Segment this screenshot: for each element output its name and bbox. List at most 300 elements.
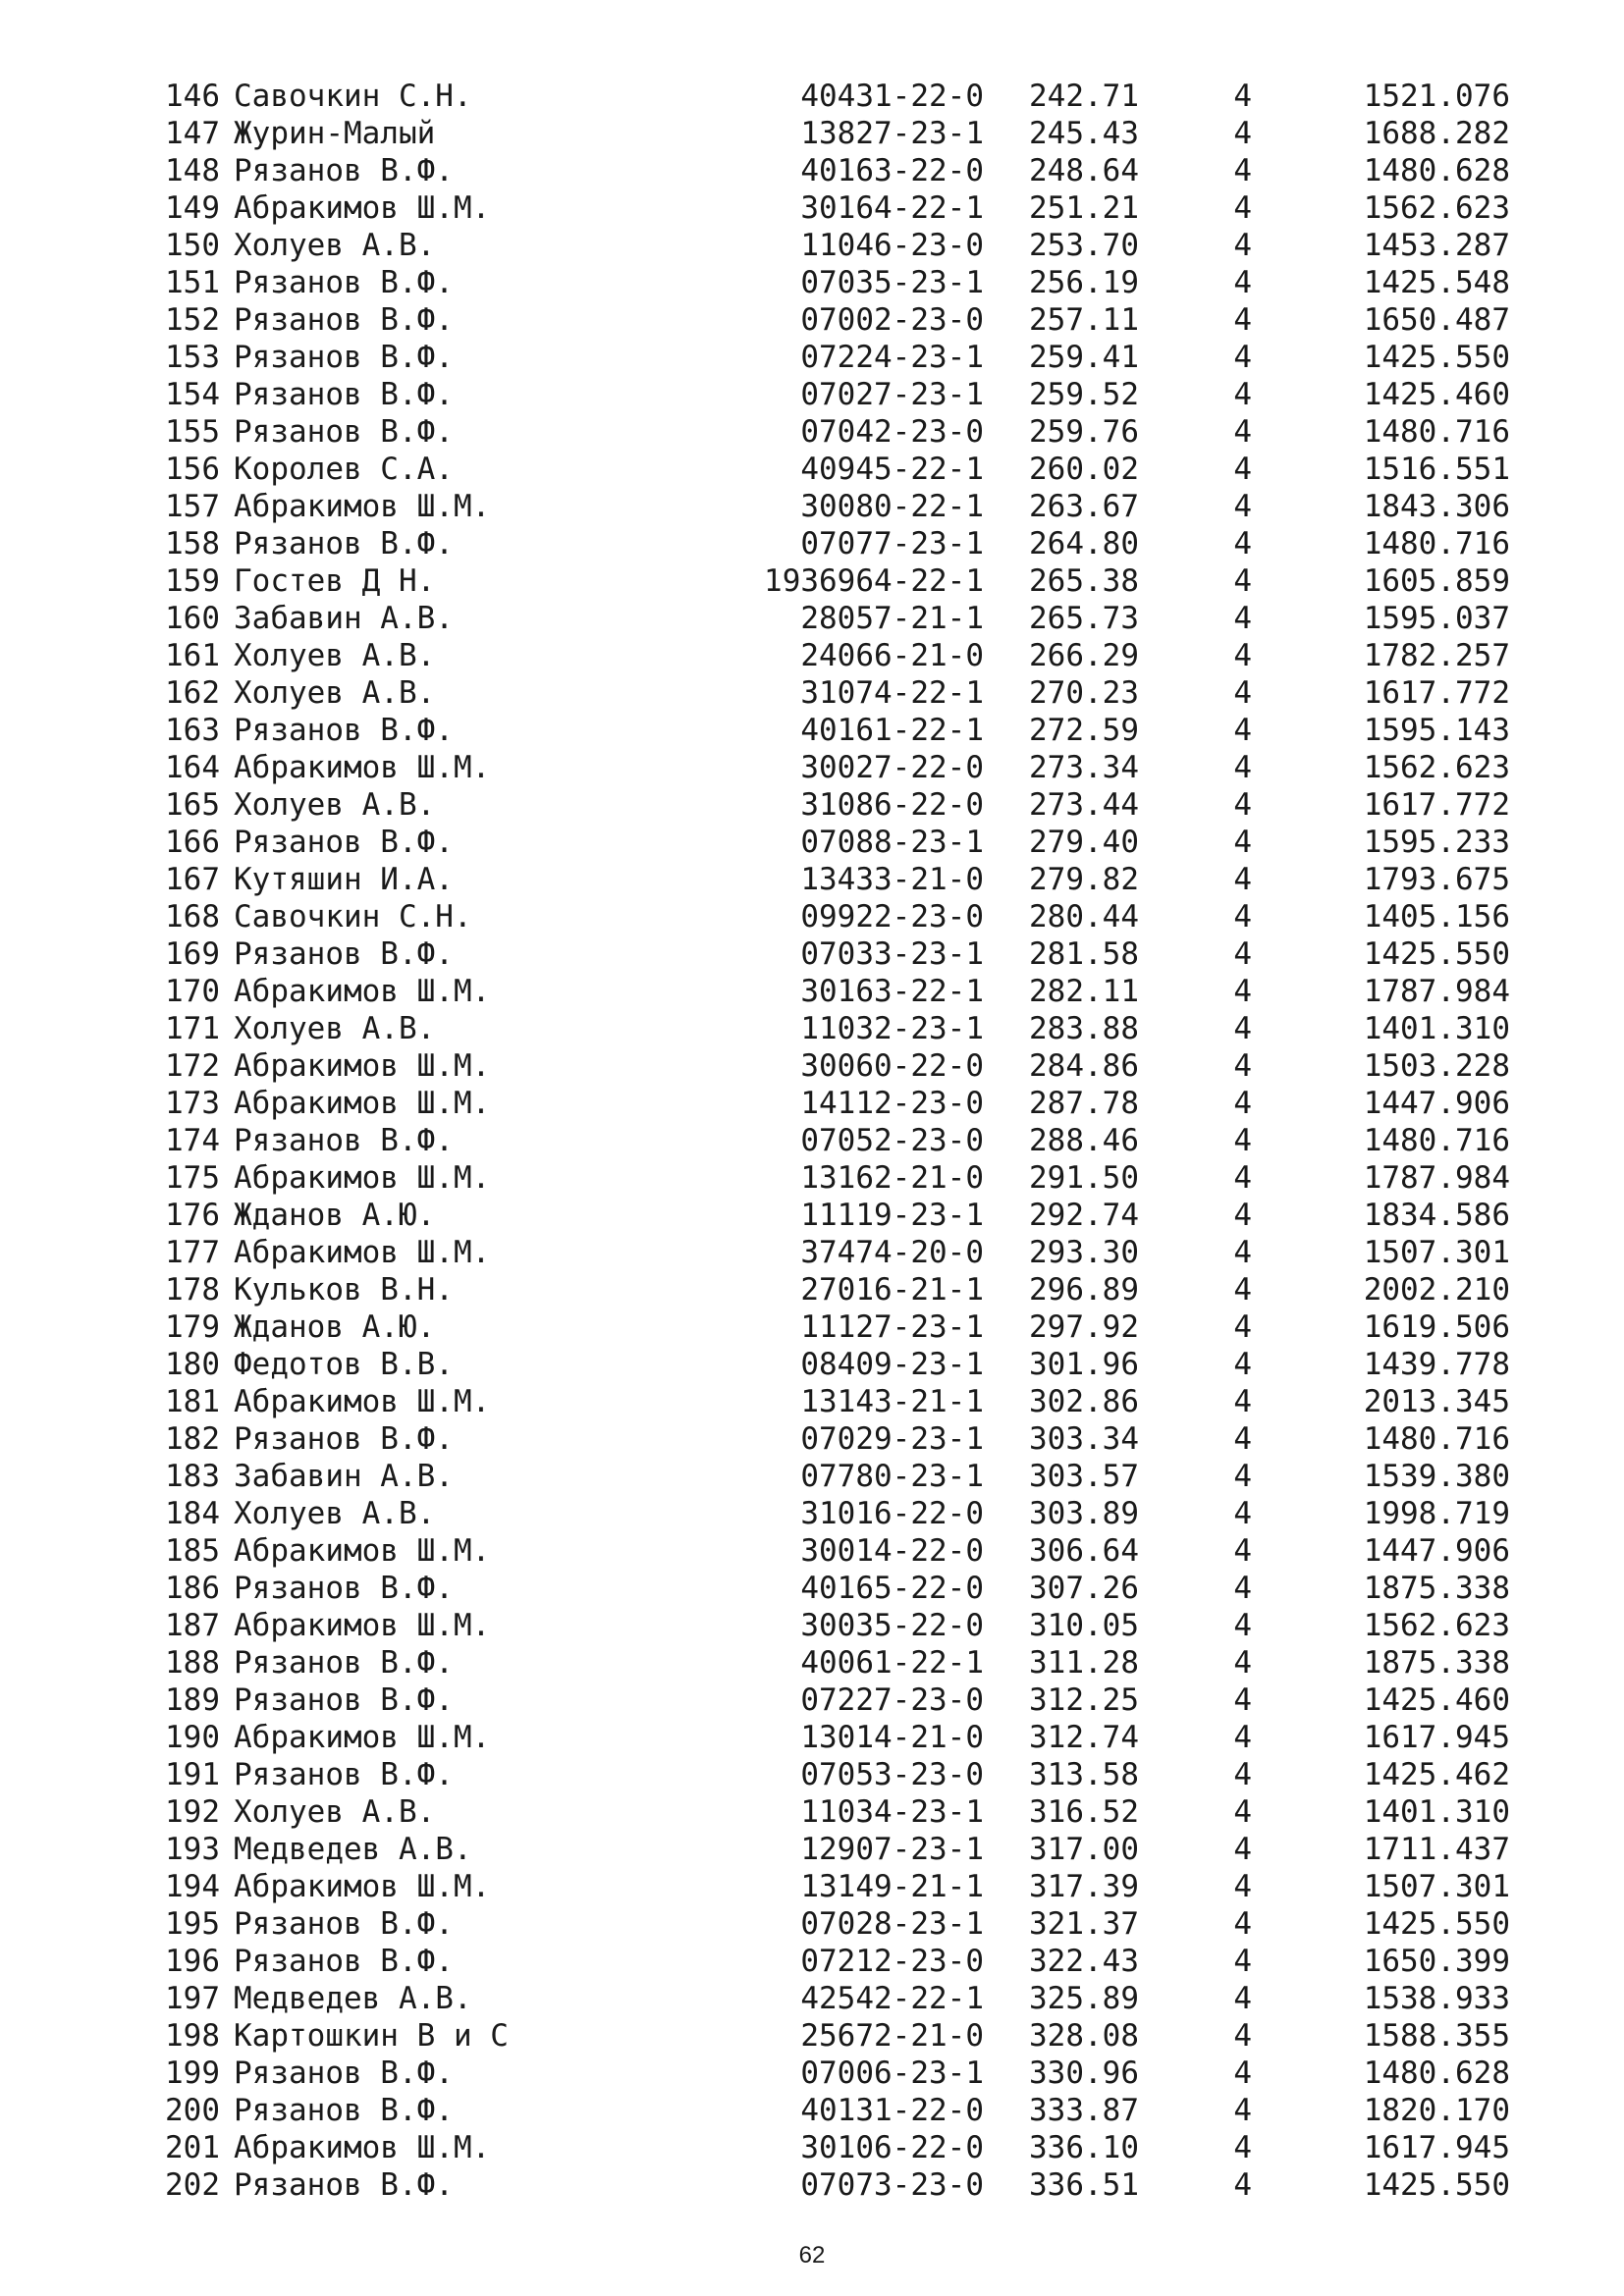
owner-name: Абракимов Ш.М. <box>234 1384 491 1419</box>
amount: 1516.551 <box>1363 452 1510 487</box>
owner-name: Рязанов В.Ф. <box>234 1944 454 1979</box>
owner-name: Рязанов В.Ф. <box>234 1645 454 1681</box>
table-row <box>155 1719 1510 1756</box>
owner-name: Холуев А.В. <box>234 1496 436 1531</box>
value: 303.34 <box>1029 1421 1139 1457</box>
owner-name: Абракимов Ш.М. <box>234 1869 491 1904</box>
record-code: 27016-21-1 <box>800 1272 984 1308</box>
owner-name: Савочкин С.Н. <box>234 79 472 114</box>
value: 260.02 <box>1029 452 1139 487</box>
record-code: 31074-22-1 <box>800 675 984 711</box>
amount: 1617.945 <box>1363 2130 1510 2165</box>
value: 279.82 <box>1029 862 1139 897</box>
owner-name: Рязанов В.Ф. <box>234 2167 454 2203</box>
owner-name: Королев С.А. <box>234 452 454 487</box>
owner-name: Кульков В.Н. <box>234 1272 454 1308</box>
count: 4 <box>1233 1571 1252 1606</box>
record-code: 07042-23-0 <box>800 414 984 450</box>
owner-name: Савочкин С.Н. <box>234 899 472 934</box>
value: 293.30 <box>1029 1235 1139 1270</box>
amount: 1480.716 <box>1363 526 1510 561</box>
record-code: 07227-23-0 <box>800 1682 984 1718</box>
record-code: 11046-23-0 <box>800 228 984 263</box>
count: 4 <box>1233 750 1252 785</box>
amount: 1782.257 <box>1363 638 1510 673</box>
record-code: 14112-23-0 <box>800 1086 984 1121</box>
count: 4 <box>1233 899 1252 934</box>
amount: 1507.301 <box>1363 1869 1510 1904</box>
row-number: 159 <box>165 563 220 599</box>
record-code: 07033-23-1 <box>800 936 984 972</box>
amount: 1447.906 <box>1363 1533 1510 1569</box>
count: 4 <box>1233 377 1252 412</box>
owner-name: Рязанов В.Ф. <box>234 825 454 860</box>
row-number: 174 <box>165 1123 220 1158</box>
row-number: 148 <box>165 153 220 188</box>
table-row <box>155 935 1510 973</box>
table-row <box>155 488 1510 525</box>
value: 280.44 <box>1029 899 1139 934</box>
value: 302.86 <box>1029 1384 1139 1419</box>
amount: 1521.076 <box>1363 79 1510 114</box>
value: 317.39 <box>1029 1869 1139 1904</box>
count: 4 <box>1233 936 1252 972</box>
count: 4 <box>1233 153 1252 188</box>
amount: 1405.156 <box>1363 899 1510 934</box>
row-number: 191 <box>165 1757 220 1792</box>
count: 4 <box>1233 1384 1252 1419</box>
row-number: 194 <box>165 1869 220 1904</box>
owner-name: Абракимов Ш.М. <box>234 1086 491 1121</box>
value: 296.89 <box>1029 1272 1139 1308</box>
row-number: 151 <box>165 265 220 300</box>
amount: 1480.716 <box>1363 1421 1510 1457</box>
owner-name: Холуев А.В. <box>234 638 436 673</box>
record-code: 30014-22-0 <box>800 1533 984 1569</box>
row-number: 170 <box>165 974 220 1009</box>
row-number: 199 <box>165 2056 220 2091</box>
table-row <box>155 1532 1510 1570</box>
owner-name: Жданов А.Ю. <box>234 1309 436 1345</box>
amount: 1425.460 <box>1363 377 1510 412</box>
value: 301.96 <box>1029 1347 1139 1382</box>
record-code: 40431-22-0 <box>800 79 984 114</box>
owner-name: Абракимов Ш.М. <box>234 190 491 226</box>
row-number: 160 <box>165 601 220 636</box>
amount: 1617.772 <box>1363 787 1510 823</box>
row-number: 149 <box>165 190 220 226</box>
record-code: 25672-21-0 <box>800 2018 984 2054</box>
row-number: 146 <box>165 79 220 114</box>
count: 4 <box>1233 2130 1252 2165</box>
count: 4 <box>1233 1048 1252 1084</box>
table-row <box>155 2166 1510 2204</box>
record-code: 07052-23-0 <box>800 1123 984 1158</box>
table-row <box>155 1607 1510 1644</box>
table-row <box>155 1085 1510 1122</box>
table-row <box>155 227 1510 264</box>
record-code: 07088-23-1 <box>800 825 984 860</box>
value: 273.44 <box>1029 787 1139 823</box>
row-number: 175 <box>165 1160 220 1196</box>
owner-name: Рязанов В.Ф. <box>234 526 454 561</box>
table-row <box>155 2129 1510 2166</box>
record-code: 1936964-22-1 <box>764 563 984 599</box>
value: 312.74 <box>1029 1720 1139 1755</box>
table-row <box>155 339 1510 376</box>
value: 263.67 <box>1029 489 1139 524</box>
count: 4 <box>1233 1906 1252 1942</box>
count: 4 <box>1233 1944 1252 1979</box>
count: 4 <box>1233 489 1252 524</box>
count: 4 <box>1233 526 1252 561</box>
record-code: 40161-22-1 <box>800 713 984 748</box>
row-number: 153 <box>165 340 220 375</box>
record-code: 40061-22-1 <box>800 1645 984 1681</box>
count: 4 <box>1233 1794 1252 1830</box>
owner-name: Рязанов В.Ф. <box>234 340 454 375</box>
amount: 1650.399 <box>1363 1944 1510 1979</box>
record-code: 07027-23-1 <box>800 377 984 412</box>
table-row <box>155 1420 1510 1458</box>
value: 333.87 <box>1029 2093 1139 2128</box>
count: 4 <box>1233 302 1252 338</box>
count: 4 <box>1233 2056 1252 2091</box>
amount: 1650.487 <box>1363 302 1510 338</box>
value: 303.57 <box>1029 1459 1139 1494</box>
row-number: 202 <box>165 2167 220 2203</box>
amount: 1875.338 <box>1363 1571 1510 1606</box>
table-row <box>155 376 1510 413</box>
table-row <box>155 1383 1510 1420</box>
amount: 1507.301 <box>1363 1235 1510 1270</box>
record-code: 11127-23-1 <box>800 1309 984 1345</box>
table-row <box>155 1159 1510 1197</box>
row-number: 184 <box>165 1496 220 1531</box>
amount: 1998.719 <box>1363 1496 1510 1531</box>
value: 266.29 <box>1029 638 1139 673</box>
record-code: 07028-23-1 <box>800 1906 984 1942</box>
owner-name: Рязанов В.Ф. <box>234 1906 454 1942</box>
value: 291.50 <box>1029 1160 1139 1196</box>
record-code: 07224-23-1 <box>800 340 984 375</box>
amount: 1595.233 <box>1363 825 1510 860</box>
count: 4 <box>1233 825 1252 860</box>
amount: 1425.550 <box>1363 936 1510 972</box>
table-row <box>155 525 1510 562</box>
owner-name: Медведев А.В. <box>234 1981 472 2016</box>
value: 297.92 <box>1029 1309 1139 1345</box>
value: 316.52 <box>1029 1794 1139 1830</box>
row-number: 188 <box>165 1645 220 1681</box>
record-code: 08409-23-1 <box>800 1347 984 1382</box>
value: 259.76 <box>1029 414 1139 450</box>
value: 287.78 <box>1029 1086 1139 1121</box>
value: 306.64 <box>1029 1533 1139 1569</box>
amount: 1688.282 <box>1363 116 1510 151</box>
record-code: 13014-21-0 <box>800 1720 984 1755</box>
record-code: 13149-21-1 <box>800 1869 984 1904</box>
record-code: 31016-22-0 <box>800 1496 984 1531</box>
table-row <box>155 1308 1510 1346</box>
record-code: 07006-23-1 <box>800 2056 984 2091</box>
row-number: 162 <box>165 675 220 711</box>
owner-name: Абракимов Ш.М. <box>234 1160 491 1196</box>
amount: 1401.310 <box>1363 1011 1510 1046</box>
record-code: 07212-23-0 <box>800 1944 984 1979</box>
table-row <box>155 637 1510 674</box>
record-code: 07780-23-1 <box>800 1459 984 1494</box>
owner-name: Абракимов Ш.М. <box>234 750 491 785</box>
owner-name: Холуев А.В. <box>234 675 436 711</box>
value: 259.41 <box>1029 340 1139 375</box>
value: 245.43 <box>1029 116 1139 151</box>
amount: 1787.984 <box>1363 974 1510 1009</box>
count: 4 <box>1233 713 1252 748</box>
record-code: 11119-23-1 <box>800 1198 984 1233</box>
row-number: 178 <box>165 1272 220 1308</box>
row-number: 154 <box>165 377 220 412</box>
amount: 1595.037 <box>1363 601 1510 636</box>
count: 4 <box>1233 1720 1252 1755</box>
record-code: 31086-22-0 <box>800 787 984 823</box>
count: 4 <box>1233 1496 1252 1531</box>
count: 4 <box>1233 79 1252 114</box>
amount: 1538.933 <box>1363 1981 1510 2016</box>
owner-name: Рязанов В.Ф. <box>234 414 454 450</box>
count: 4 <box>1233 116 1252 151</box>
amount: 1595.143 <box>1363 713 1510 748</box>
table-row <box>155 1570 1510 1607</box>
owner-name: Рязанов В.Ф. <box>234 936 454 972</box>
table-row <box>155 1868 1510 1905</box>
record-code: 40165-22-0 <box>800 1571 984 1606</box>
table-row <box>155 1793 1510 1831</box>
amount: 1425.550 <box>1363 340 1510 375</box>
record-code: 30106-22-0 <box>800 2130 984 2165</box>
count: 4 <box>1233 862 1252 897</box>
row-number: 173 <box>165 1086 220 1121</box>
row-number: 169 <box>165 936 220 972</box>
table-row <box>155 562 1510 600</box>
page-number: 62 <box>798 2242 826 2269</box>
value: 311.28 <box>1029 1645 1139 1681</box>
record-code: 07029-23-1 <box>800 1421 984 1457</box>
row-number: 158 <box>165 526 220 561</box>
table-row <box>155 1682 1510 1719</box>
value: 292.74 <box>1029 1198 1139 1233</box>
table-row <box>155 2055 1510 2092</box>
row-number: 157 <box>165 489 220 524</box>
table-row <box>155 1122 1510 1159</box>
amount: 1793.675 <box>1363 862 1510 897</box>
record-code: 07035-23-1 <box>800 265 984 300</box>
row-number: 166 <box>165 825 220 860</box>
count: 4 <box>1233 974 1252 1009</box>
owner-name: Журин-Малый <box>234 116 436 151</box>
row-number: 189 <box>165 1682 220 1718</box>
row-number: 163 <box>165 713 220 748</box>
owner-name: Холуев А.В. <box>234 1794 436 1830</box>
count: 4 <box>1233 1309 1252 1345</box>
amount: 1562.623 <box>1363 750 1510 785</box>
owner-name: Медведев А.В. <box>234 1832 472 1867</box>
amount: 1605.859 <box>1363 563 1510 599</box>
row-number: 185 <box>165 1533 220 1569</box>
table-row <box>155 1047 1510 1085</box>
table-row <box>155 1346 1510 1383</box>
table-row <box>155 1905 1510 1943</box>
owner-name: Забавин А.В. <box>234 1459 454 1494</box>
row-number: 201 <box>165 2130 220 2165</box>
owner-name: Рязанов В.Ф. <box>234 2056 454 2091</box>
amount: 1820.170 <box>1363 2093 1510 2128</box>
amount: 1425.550 <box>1363 2167 1510 2203</box>
owner-name: Абракимов Ш.М. <box>234 489 491 524</box>
amount: 1562.623 <box>1363 190 1510 226</box>
amount: 1425.550 <box>1363 1906 1510 1942</box>
row-number: 147 <box>165 116 220 151</box>
record-code: 07053-23-0 <box>800 1757 984 1792</box>
record-code: 40131-22-0 <box>800 2093 984 2128</box>
owner-name: Рязанов В.Ф. <box>234 2093 454 2128</box>
owner-name: Абракимов Ш.М. <box>234 1235 491 1270</box>
table-row <box>155 1010 1510 1047</box>
record-code: 24066-21-0 <box>800 638 984 673</box>
row-number: 196 <box>165 1944 220 1979</box>
value: 256.19 <box>1029 265 1139 300</box>
owner-name: Холуев А.В. <box>234 787 436 823</box>
count: 4 <box>1233 1123 1252 1158</box>
table-row <box>155 600 1510 637</box>
record-code: 30035-22-0 <box>800 1608 984 1643</box>
count: 4 <box>1233 2093 1252 2128</box>
value: 282.11 <box>1029 974 1139 1009</box>
table-row <box>155 824 1510 861</box>
count: 4 <box>1233 601 1252 636</box>
owner-name: Рязанов В.Ф. <box>234 1571 454 1606</box>
record-code: 37474-20-0 <box>800 1235 984 1270</box>
count: 4 <box>1233 1421 1252 1457</box>
count: 4 <box>1233 1608 1252 1643</box>
owner-name: Абракимов Ш.М. <box>234 1533 491 1569</box>
owner-name: Абракимов Ш.М. <box>234 2130 491 2165</box>
value: 284.86 <box>1029 1048 1139 1084</box>
value: 313.58 <box>1029 1757 1139 1792</box>
owner-name: Рязанов В.Ф. <box>234 1123 454 1158</box>
count: 4 <box>1233 675 1252 711</box>
value: 325.89 <box>1029 1981 1139 2016</box>
amount: 1480.628 <box>1363 2056 1510 2091</box>
record-code: 09922-23-0 <box>800 899 984 934</box>
table-row <box>155 1271 1510 1308</box>
count: 4 <box>1233 1869 1252 1904</box>
record-code: 40945-22-1 <box>800 452 984 487</box>
record-code: 30027-22-0 <box>800 750 984 785</box>
value: 288.46 <box>1029 1123 1139 1158</box>
row-number: 165 <box>165 787 220 823</box>
count: 4 <box>1233 563 1252 599</box>
table-row <box>155 2092 1510 2129</box>
table-row <box>155 861 1510 898</box>
value: 273.34 <box>1029 750 1139 785</box>
value: 317.00 <box>1029 1832 1139 1867</box>
amount: 1562.623 <box>1363 1608 1510 1643</box>
value: 303.89 <box>1029 1496 1139 1531</box>
amount: 1447.906 <box>1363 1086 1510 1121</box>
row-number: 190 <box>165 1720 220 1755</box>
table-row <box>155 264 1510 301</box>
table-row <box>155 712 1510 749</box>
amount: 1453.287 <box>1363 228 1510 263</box>
row-number: 182 <box>165 1421 220 1457</box>
row-number: 183 <box>165 1459 220 1494</box>
value: 336.10 <box>1029 2130 1139 2165</box>
count: 4 <box>1233 1533 1252 1569</box>
row-number: 156 <box>165 452 220 487</box>
amount: 1480.716 <box>1363 1123 1510 1158</box>
value: 312.25 <box>1029 1682 1139 1718</box>
amount: 1875.338 <box>1363 1645 1510 1681</box>
row-number: 186 <box>165 1571 220 1606</box>
owner-name: Гостев Д Н. <box>234 563 436 599</box>
amount: 1711.437 <box>1363 1832 1510 1867</box>
value: 270.23 <box>1029 675 1139 711</box>
amount: 1539.380 <box>1363 1459 1510 1494</box>
amount: 2013.345 <box>1363 1384 1510 1419</box>
value: 251.21 <box>1029 190 1139 226</box>
amount: 1843.306 <box>1363 489 1510 524</box>
row-number: 164 <box>165 750 220 785</box>
owner-name: Рязанов В.Ф. <box>234 377 454 412</box>
owner-name: Рязанов В.Ф. <box>234 1421 454 1457</box>
table-row <box>155 1644 1510 1682</box>
owner-name: Рязанов В.Ф. <box>234 265 454 300</box>
record-code: 11032-23-1 <box>800 1011 984 1046</box>
value: 330.96 <box>1029 2056 1139 2091</box>
row-number: 195 <box>165 1906 220 1942</box>
owner-name: Рязанов В.Ф. <box>234 713 454 748</box>
count: 4 <box>1233 2167 1252 2203</box>
table-row <box>155 2017 1510 2055</box>
value: 281.58 <box>1029 936 1139 972</box>
record-code: 13143-21-1 <box>800 1384 984 1419</box>
count: 4 <box>1233 1198 1252 1233</box>
value: 248.64 <box>1029 153 1139 188</box>
owner-name: Забавин А.В. <box>234 601 454 636</box>
row-number: 150 <box>165 228 220 263</box>
value: 257.11 <box>1029 302 1139 338</box>
value: 279.40 <box>1029 825 1139 860</box>
row-number: 180 <box>165 1347 220 1382</box>
record-code: 13827-23-1 <box>800 116 984 151</box>
count: 4 <box>1233 1235 1252 1270</box>
count: 4 <box>1233 190 1252 226</box>
row-number: 155 <box>165 414 220 450</box>
table-row <box>155 78 1510 115</box>
record-code: 30060-22-0 <box>800 1048 984 1084</box>
owner-name: Жданов А.Ю. <box>234 1198 436 1233</box>
amount: 1503.228 <box>1363 1048 1510 1084</box>
row-number: 171 <box>165 1011 220 1046</box>
table-row <box>155 973 1510 1010</box>
value: 264.80 <box>1029 526 1139 561</box>
table-row <box>155 749 1510 786</box>
owner-name: Рязанов В.Ф. <box>234 1757 454 1792</box>
record-code: 11034-23-1 <box>800 1794 984 1830</box>
row-number: 200 <box>165 2093 220 2128</box>
count: 4 <box>1233 452 1252 487</box>
